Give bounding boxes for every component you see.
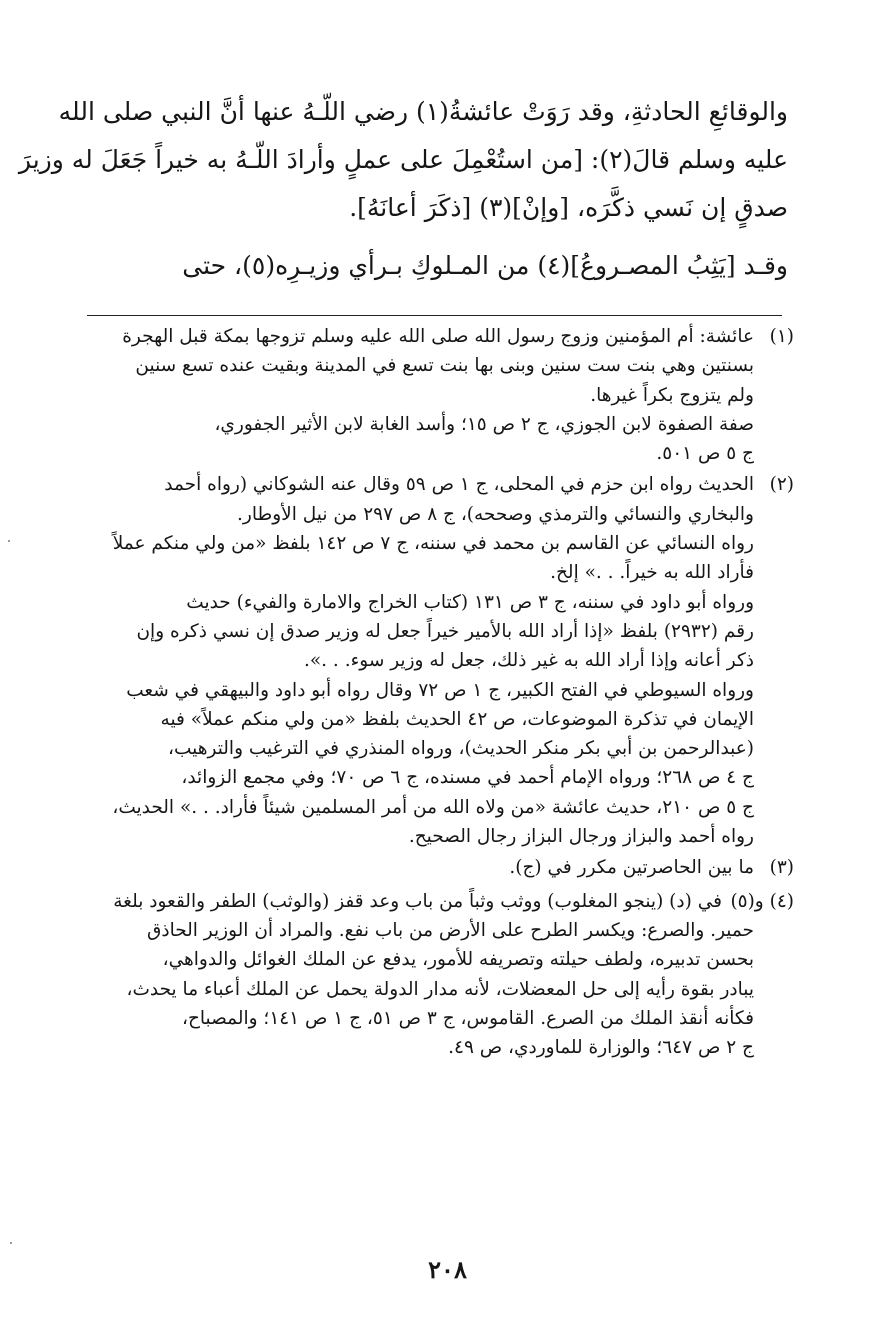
footnote-separator-rule xyxy=(87,315,782,316)
footnote-line: الإيمان في تذكرة الموضوعات، ص ٤٢ الحديث بلفظ «من ولي منكم عملاً» فيه xyxy=(160,708,754,730)
footnote-line: في (د) (ينجو المغلوب) ووثب وثباً من باب وعد قفز (والوثب) الطفر والقعود بلغة xyxy=(113,890,722,912)
footnote-line: ما بين الحاصرتين مكرر في (ج). xyxy=(509,857,754,879)
footnote-line: والبخاري والنسائي والترمذي وصححه)، ج ٨ ص ٢٩٧ من نيل الأوطار. xyxy=(237,503,754,525)
main-line-3: صدقٍ إن نَسي ذكَّرَه، [وإنْ](٣) [ذكَرَ أعانَهُ]. xyxy=(349,193,788,222)
footnote-line: رقم (٢٩٣٢) بلفظ «إذا أراد الله بالأمير خيراً جعل له وزير صدق إن نسي ذكره وإن xyxy=(136,620,754,642)
footnotes-section xyxy=(76,322,794,1062)
footnote-line: ج ٥ ص ٥٠١. xyxy=(656,443,754,465)
footnote-4-5 xyxy=(76,887,794,1063)
footnote-3 xyxy=(76,853,794,882)
footnote-line: الحديث رواه ابن حزم في المحلى، ج ١ ص ٥٩ وقال عنه الشوكاني (رواه أحمد xyxy=(164,474,754,496)
footnote-line: صفة الصفوة لابن الجوزي، ج ٢ ص ١٥؛ وأسد الغابة لابن الأثير الجفوري، xyxy=(214,413,754,435)
footnote-line: ورواه السيوطي في الفتح الكبير، ج ١ ص ٧٢ وقال رواه أبو داود والبيهقي في شعب xyxy=(126,679,754,701)
footnote-line: عائشة: أم المؤمنين وزوج رسول الله صلى الله عليه وسلم تزوجها بمكة قبل الهجرة xyxy=(122,326,754,347)
footnote-number: (٤) و(٥) xyxy=(730,890,794,912)
main-line-4: وقـد [يَثِبُ المصـروعُ](٤) من المـلوكِ بـرأي وزيـرِه(٥)، حتى xyxy=(182,251,788,280)
footnote-line: رواه أحمد والبزاز ورجال البزاز رجال الصحيح. xyxy=(408,826,754,848)
main-body-text xyxy=(18,88,788,290)
footnote-1 xyxy=(76,322,794,468)
footnote-line: بحسن تدبيره، ولطف حيلته وتصريفه للأمور، يدفع عن الملك الغوائل والدواهي، xyxy=(162,949,754,971)
main-paragraph xyxy=(18,88,788,290)
scan-speck xyxy=(10,1242,12,1244)
footnote-line: ج ٢ ص ٦٤٧؛ والوزارة للماوردي، ص ٤٩. xyxy=(448,1037,754,1059)
footnote-number: (٣) xyxy=(769,857,794,879)
main-line-1: والوقائعِ الحادثةِ، وقد رَوَتْ عائشةُ(١) رضي اللّـهُ عنها أنَّ النبي صلى الله xyxy=(58,97,788,126)
page-number: ٢٠٨ xyxy=(428,1255,467,1284)
footnote-line: ج ٥ ص ٢١٠، حديث عائشة «من ولاه الله من أمر المسلمين شيئاً فأراد. . .» الحديث، xyxy=(112,796,754,818)
footnote-line: فأراد الله به خيراً. . .» إلخ. xyxy=(550,562,754,584)
footnote-line: ورواه أبو داود في سننه، ج ٣ ص ١٣١ (كتاب الخراج والامارة والفيء) حديث xyxy=(186,591,754,613)
footnote-2 xyxy=(76,470,794,851)
footnote-line: فكأنه أنقذ الملك من الصرع. القاموس، ج ٣ ص ٥١، ج ١ ص ١٤١؛ والمصباح، xyxy=(181,1007,754,1029)
footnote-line: يبادر بقوة رأيه إلى حل المعضلات، لأنه مدار الدولة يحمل عن الملك أعباء ما يحدث، xyxy=(126,978,754,1000)
footnote-line: بسنتين وهي بنت ست سنين وبنى بها بنت تسع في المدينة وبقيت عنده تسع سنين xyxy=(135,355,754,377)
footnote-line: رواه النسائي عن القاسم بن محمد في سننه، ج ٧ ص ١٤٢ بلفظ «من ولي منكم عملاً xyxy=(112,533,754,555)
footnote-line: (عبدالرحمن بن أبي بكر منكر الحديث)، ورواه المنذري في الترغيب والترهيب، xyxy=(168,738,754,760)
footnote-number: (٢) xyxy=(769,474,794,496)
footnote-number: (١) xyxy=(769,326,794,347)
footnote-line: ج ٤ ص ٢٦٨؛ ورواه الإمام أحمد في مسنده، ج ٦ ص ٧٠؛ وفي مجمع الزوائد، xyxy=(181,767,754,789)
scan-speck xyxy=(8,540,10,542)
footnote-line: ذكر أعانه وإذا أراد الله به غير ذلك، جعل له وزير سوء. . .». xyxy=(303,650,754,672)
footnote-line: ولم يتزوج بكراً غيرها. xyxy=(590,384,754,406)
footnote-line: حمير. والصرع: ويكسر الطرح على الأرض من باب نفع. والمراد أن الوزير الحاذق xyxy=(146,919,754,941)
main-line-2: عليه وسلم قالَ(٢): [من استُعْمِلَ على عملٍ وأرادَ اللّـهُ به خيراً جَعَلَ له وزيرَ xyxy=(18,145,788,174)
